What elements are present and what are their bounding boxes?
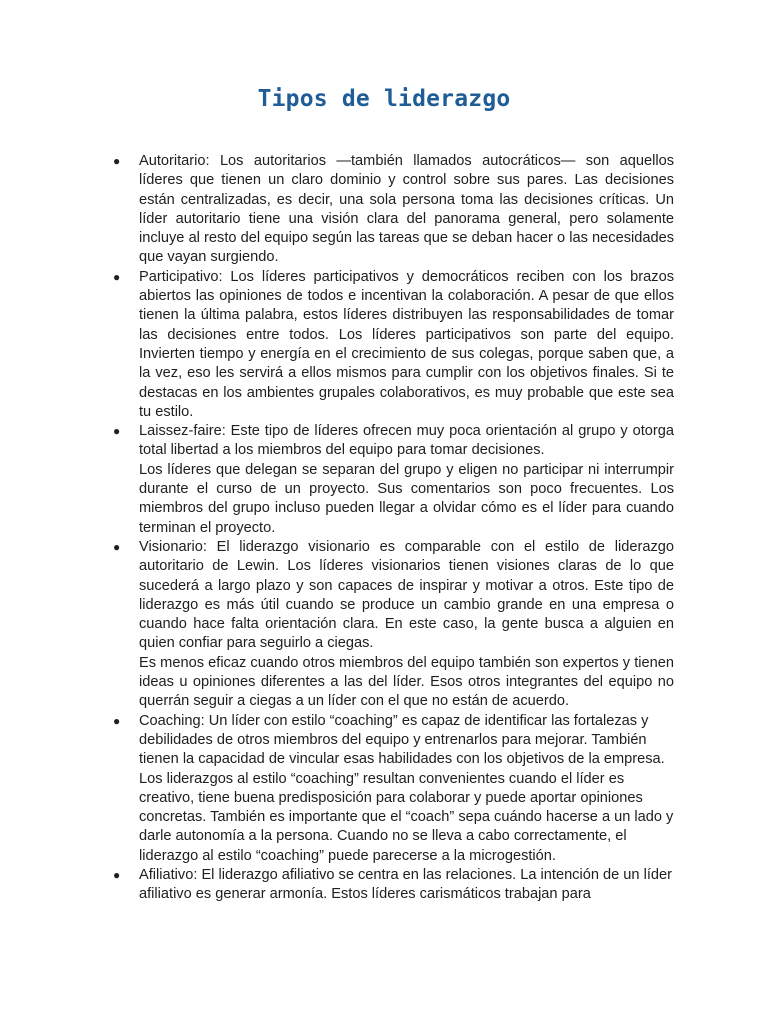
paragraph: Laissez-faire: Este tipo de líderes ofrecen muy poca orientación al grupo y otorga total libertad a los miembros del equipo para tomar decisiones. xyxy=(139,423,674,459)
bullet-icon: ● xyxy=(113,154,121,168)
leadership-types-list xyxy=(113,152,674,905)
list-item-participativo xyxy=(113,268,674,422)
paragraph: Afiliativo: El liderazgo afiliativo se centra en las relaciones. La intención de un líder afiliativo es generar armonía. Estos líderes carismáticos trabajan para xyxy=(139,866,672,903)
list-item-autoritario xyxy=(113,152,674,268)
paragraph: Coaching: Un líder con estilo “coaching” es capaz de identificar las fortalezas y debilidades de otros miembros del equipo y entrenarlos para mejorar. También tienen la capacidad de vincular esas habilidades con los objetivos de la empresa. Los liderazgos al estilo “coaching” resultan convenientes cuando el líder es creativo, tiene buena predisposición para colaborar y puede aportar opiniones concretas. También es importante que el “coach” sepa cuándo hacerse a un lado y darle autonomía a la persona. Cuando no se lleva a cabo correctamente, el liderazgo al estilo “coaching” puede parecerse a la microgestión. xyxy=(139,712,674,864)
bullet-icon: ● xyxy=(113,424,121,439)
bullet-icon: ● xyxy=(113,269,121,284)
list-item-afiliativo xyxy=(113,866,674,905)
paragraph: Es menos eficaz cuando otros miembros del equipo también son expertos y tienen ideas u opiniones diferentes a las del líder. Esos otros integrantes del equipo no querrán seguir a ciegas a un líder con el que no están de acuerdo. xyxy=(139,654,674,710)
list-item-coaching xyxy=(113,712,674,866)
bullet-icon: ● xyxy=(113,713,121,728)
paragraph: Autoritario: Los autoritarios —también llamados autocráticos— son aquellos líderes que tienen un claro dominio y control sobre sus pares. Las decisiones están centralizadas, es decir, una sola persona toma las decisiones críticas. Un líder autoritario tiene una visión clara del panorama general, pero solamente incluye al resto del equipo según las tareas que se deban hacer o las necesidades que vayan surgiendo. xyxy=(139,153,674,266)
paragraph: Participativo: Los líderes participativos y democráticos reciben con los brazos abiertos las opiniones de todos e incentivan la colaboración. A pesar de que ellos tienen la última palabra, estos líderes distribuyen las responsabilidades de tomar las decisiones entre todos. Los líderes participativos son parte del equipo. Invierten tiempo y energía en el crecimiento de sus colegas, porque saben que, a la vez, eso les servirá a ellos mismos para cumplir con los objetivos finales. Si te destacas en los ambientes grupales colaborativos, es muy probable que este sea tu estilo. xyxy=(139,268,674,420)
list-item-laissez-faire xyxy=(113,422,674,538)
list-item-visionario xyxy=(113,538,674,712)
bullet-icon: ● xyxy=(113,539,121,554)
paragraph: Visionario: El liderazgo visionario es comparable con el estilo de liderazgo autoritario de Lewin. Los líderes visionarios tienen visiones claras de lo que sucederá a largo plazo y son capaces de inspirar y motivar a otros. Este tipo de liderazgo es más útil cuando se produce un cambio grande en una empresa o cuando hace falta orientación clara. En este caso, la gente busca a alguien en quien confiar para seguirlo a ciegas. xyxy=(139,538,674,652)
page-title: Tipos de liderazgo xyxy=(257,86,511,112)
bullet-icon: ● xyxy=(113,867,121,882)
paragraph: Los líderes que delegan se separan del grupo y eligen no participar ni interrumpir durante el curso de un proyecto. Sus comentarios son poco frecuentes. Los miembros del grupo incluso pueden llegar a olvidar cómo es el líder para cuando terminan el proyecto. xyxy=(139,461,674,536)
